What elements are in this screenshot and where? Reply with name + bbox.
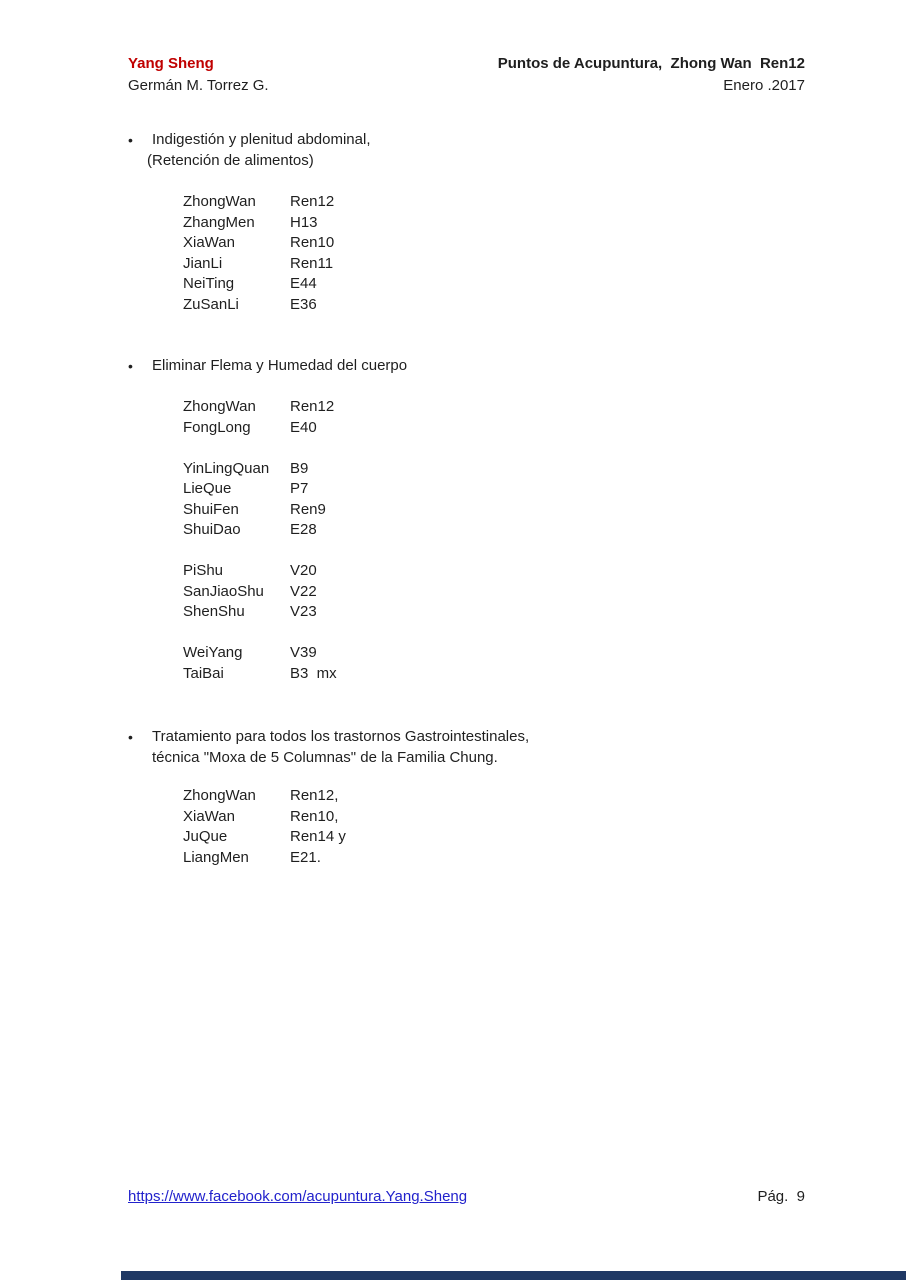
table-row bbox=[183, 479, 337, 500]
table-row bbox=[183, 397, 337, 418]
bullet-item-flema bbox=[128, 356, 805, 377]
bullet-icon: • bbox=[128, 132, 133, 148]
table-row bbox=[183, 848, 346, 869]
bullet-text-block bbox=[152, 727, 529, 768]
bullet-line: Eliminar Flema y Humedad del cuerpo bbox=[152, 357, 408, 374]
header-row-1 bbox=[128, 53, 805, 75]
points-group bbox=[183, 786, 346, 868]
table-row bbox=[183, 213, 334, 234]
points-group bbox=[183, 459, 337, 541]
point-name: ShuiDao bbox=[183, 521, 241, 538]
table-row bbox=[183, 500, 337, 521]
bullet-item-gastrointestinal bbox=[128, 727, 805, 768]
point-name: ZuSanLi bbox=[183, 295, 239, 313]
point-name: ZhangMen bbox=[183, 213, 255, 231]
points-table-flema bbox=[183, 397, 337, 684]
points-group bbox=[183, 561, 337, 623]
point-code: B9 bbox=[290, 459, 309, 477]
point-code: E40 bbox=[290, 418, 317, 436]
bullet-line: Tratamiento para todos los trastornos Gastrointestinales, bbox=[152, 728, 530, 745]
table-row bbox=[183, 520, 337, 541]
doc-date: Enero .2017 bbox=[723, 77, 805, 94]
point-name: ZhongWan bbox=[183, 398, 256, 415]
point-name: YinLingQuan bbox=[183, 459, 270, 477]
point-code: Ren14 y bbox=[290, 828, 346, 845]
point-name: LieQue bbox=[183, 480, 232, 497]
brand-title: Yang Sheng bbox=[128, 55, 214, 72]
bullet-line: técnica "Moxa de 5 Columnas" de la Familia Chung. bbox=[152, 748, 498, 766]
point-code: Ren10 bbox=[290, 234, 335, 251]
page-number: Pág. 9 bbox=[757, 1188, 805, 1205]
point-code: V39 bbox=[290, 644, 317, 661]
points-table-gastrointestinal bbox=[183, 786, 346, 868]
point-code: Ren10, bbox=[290, 807, 339, 825]
point-code: Ren11 bbox=[290, 254, 334, 272]
points-table-indigestion bbox=[183, 192, 334, 315]
point-code: B3 mx bbox=[290, 664, 337, 682]
point-name: PiShu bbox=[183, 562, 224, 579]
table-row bbox=[183, 643, 337, 664]
bullet-text-block bbox=[152, 356, 407, 377]
point-name: WeiYang bbox=[183, 644, 243, 661]
bullet-text-block bbox=[147, 130, 371, 171]
facebook-link[interactable]: https://www.facebook.com/acupuntura.Yang.Sheng bbox=[128, 1188, 468, 1205]
bullet-icon: • bbox=[128, 729, 133, 745]
point-code: Ren9 bbox=[290, 500, 326, 518]
point-name: LiangMen bbox=[183, 848, 249, 866]
table-row bbox=[183, 459, 337, 480]
point-code: V22 bbox=[290, 582, 317, 600]
bullet-icon: • bbox=[128, 358, 133, 374]
point-name: ShenShu bbox=[183, 603, 245, 620]
table-row bbox=[183, 254, 334, 275]
point-code: E36 bbox=[290, 295, 317, 313]
point-code: V20 bbox=[290, 562, 317, 579]
table-row bbox=[183, 295, 334, 316]
point-code: H13 bbox=[290, 213, 318, 231]
table-row bbox=[183, 602, 337, 623]
table-row bbox=[183, 827, 346, 848]
point-name: TaiBai bbox=[183, 664, 224, 682]
bullet-line: (Retención de alimentos) bbox=[147, 151, 314, 169]
table-row bbox=[183, 418, 337, 439]
point-name: FongLong bbox=[183, 418, 251, 436]
table-row bbox=[183, 233, 334, 254]
table-row bbox=[183, 807, 346, 828]
doc-title: Puntos de Acupuntura, Zhong Wan Ren12 bbox=[497, 55, 805, 72]
document-header bbox=[128, 53, 805, 97]
point-code: V23 bbox=[290, 603, 317, 620]
point-name: JuQue bbox=[183, 828, 228, 845]
table-row bbox=[183, 274, 334, 295]
bullet-item-indigestion bbox=[128, 130, 805, 171]
bullet-line: Indigestión y plenitud abdominal, bbox=[152, 131, 371, 148]
point-name: XiaWan bbox=[183, 807, 235, 825]
point-name: SanJiaoShu bbox=[183, 582, 264, 600]
point-name: JianLi bbox=[183, 254, 223, 272]
point-name: ShuiFen bbox=[183, 500, 239, 518]
point-name: NeiTing bbox=[183, 275, 235, 292]
point-code: E28 bbox=[290, 521, 317, 538]
document-footer bbox=[128, 1187, 805, 1207]
table-row bbox=[183, 192, 334, 213]
point-name: ZhongWan bbox=[183, 787, 256, 804]
table-row bbox=[183, 664, 337, 685]
author-name: Germán M. Torrez G. bbox=[128, 77, 269, 94]
points-group bbox=[183, 397, 337, 438]
table-row bbox=[183, 786, 346, 807]
point-name: ZhongWan bbox=[183, 193, 256, 210]
table-row bbox=[183, 582, 337, 603]
points-group bbox=[183, 192, 334, 315]
point-code: Ren12 bbox=[290, 398, 335, 415]
point-code: Ren12 bbox=[290, 193, 335, 210]
point-name: XiaWan bbox=[183, 234, 235, 251]
header-row-2 bbox=[128, 75, 805, 97]
point-code: P7 bbox=[290, 480, 309, 497]
bottom-border-bar bbox=[121, 1271, 906, 1280]
table-row bbox=[183, 561, 337, 582]
point-code: E21. bbox=[290, 848, 321, 866]
point-code: E44 bbox=[290, 275, 317, 292]
point-code: Ren12, bbox=[290, 787, 339, 804]
points-group bbox=[183, 643, 337, 684]
